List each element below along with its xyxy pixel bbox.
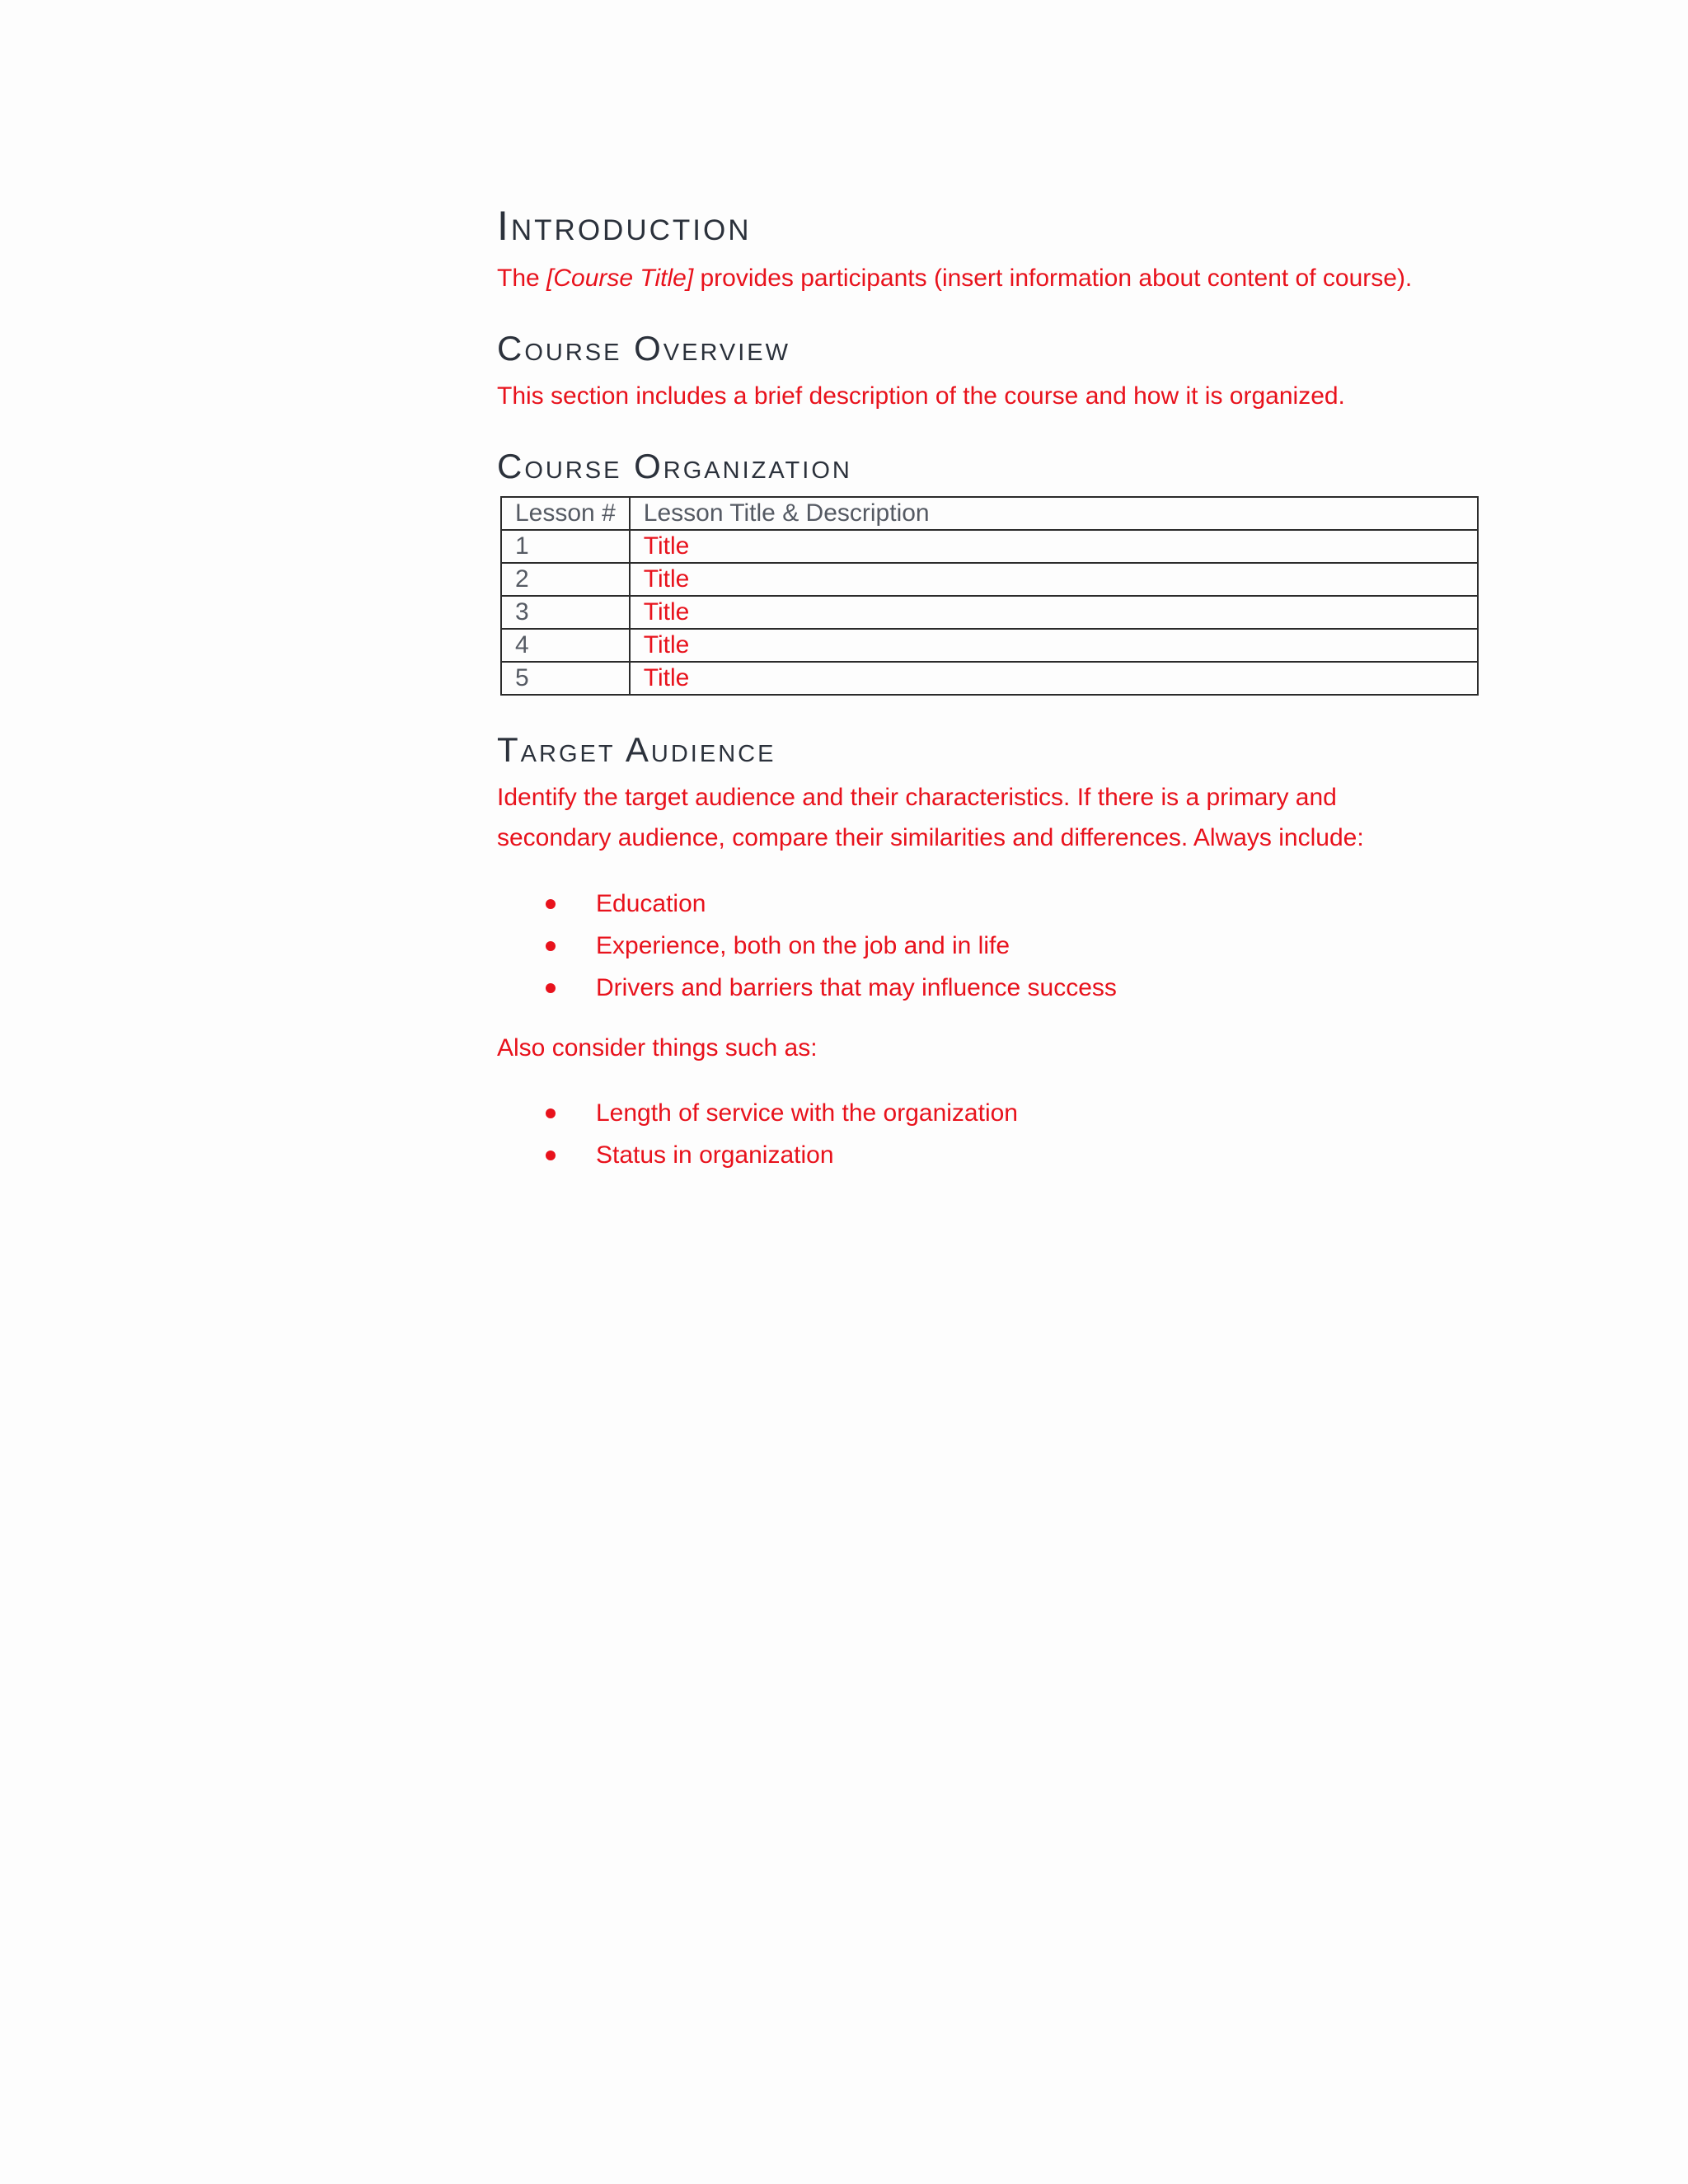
- list-item-text: Status in organization: [596, 1141, 834, 1169]
- heading-course-organization: Course Organization: [497, 447, 852, 485]
- introduction-paragraph: [497, 258, 1412, 298]
- course-overview-paragraph: This section includes a brief description of the course and how it is organized.: [497, 382, 1345, 410]
- also-consider-paragraph: Also consider things such as:: [497, 1034, 818, 1062]
- lesson-title-cell: Title: [630, 662, 1478, 695]
- bullet-icon: [546, 899, 556, 909]
- table-row: [501, 530, 1478, 563]
- table-row: [501, 563, 1478, 596]
- list-item-text: Experience, both on the job and in life: [596, 932, 1010, 959]
- lesson-table: [500, 496, 1479, 696]
- lesson-number-cell: 1: [501, 530, 630, 563]
- lesson-number-cell: 3: [501, 596, 630, 629]
- lesson-number-cell: 5: [501, 662, 630, 695]
- heading-introduction: Introduction: [497, 203, 752, 249]
- bullet-icon: [546, 941, 556, 951]
- list-item-text: Drivers and barriers that may influence success: [596, 974, 1117, 1001]
- table-row: [501, 662, 1478, 695]
- course-title-placeholder: [Course Title]: [546, 265, 694, 292]
- lesson-number-cell: 4: [501, 629, 630, 662]
- lesson-table-header-row: [501, 497, 1478, 530]
- list-item-text: Length of service with the organization: [596, 1099, 1018, 1127]
- lesson-title-cell: Title: [630, 596, 1478, 629]
- target-audience-paragraph-line-2: secondary audience, compare their similarities and differences. Always include:: [497, 824, 1364, 851]
- introduction-text-before: The: [497, 265, 547, 292]
- heading-course-overview: Course Overview: [497, 329, 791, 368]
- column-header-lesson-number: Lesson #: [501, 497, 630, 530]
- bullet-icon: [546, 1108, 556, 1118]
- lesson-title-cell: Title: [630, 629, 1478, 662]
- target-audience-paragraph-line-1: Identify the target audience and their characteristics. If there is a primary and: [497, 784, 1337, 811]
- introduction-text-after: provides participants (insert information about content of course).: [693, 265, 1413, 292]
- table-row: [501, 596, 1478, 629]
- bullet-icon: [546, 983, 556, 993]
- column-header-lesson-title: Lesson Title & Description: [630, 497, 1478, 530]
- list-item-text: Education: [596, 890, 706, 917]
- lesson-title-cell: Title: [630, 563, 1478, 596]
- heading-target-audience: Target Audience: [497, 730, 776, 769]
- lesson-number-cell: 2: [501, 563, 630, 596]
- table-row: [501, 629, 1478, 662]
- bullet-icon: [546, 1151, 556, 1160]
- lesson-title-cell: Title: [630, 530, 1478, 563]
